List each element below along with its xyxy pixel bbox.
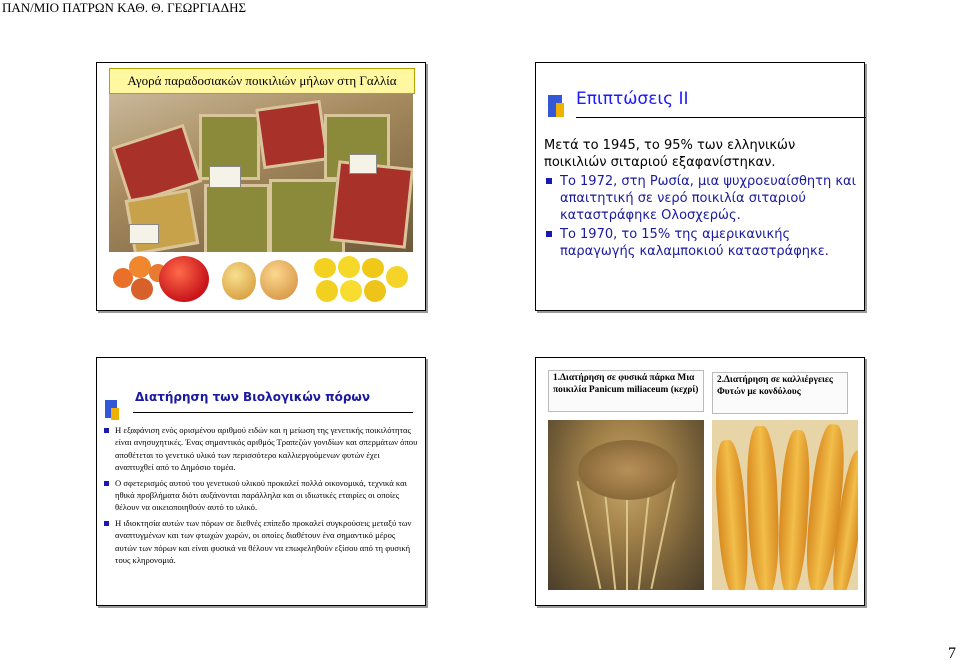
title-decoration-accent (111, 408, 119, 420)
list-item (101, 424, 419, 474)
title-underline (576, 117, 866, 118)
market-photo (109, 94, 413, 252)
title-underline (133, 412, 413, 413)
millet-photo (548, 420, 704, 590)
list-item-text: Το 1972, στη Ρωσία, μια ψυχροευαίσθητη και απαιτητική σε νερό ποικιλία σιταριού καταστράφηκε Ολοσχερώς. (560, 174, 856, 223)
tuber-photo (712, 420, 858, 590)
list-item (544, 173, 860, 224)
bullet-icon (104, 481, 109, 486)
slide-title-area (548, 89, 858, 129)
slide-title: Διατήρηση των Βιολογικών πόρων (135, 390, 371, 404)
list-item (101, 517, 419, 567)
bullet-icon (546, 231, 552, 237)
label-tuber-crops: 2.Διατήρηση σε καλλιέργειες Φυτών με κονδύλους (712, 372, 848, 414)
page-number: 7 (948, 645, 956, 662)
list-item (544, 226, 860, 260)
label-natural-parks: 1.Διατήρηση σε φυσικά πάρκα Μια ποικιλία Panicum miliaceum (κεχρί) (548, 370, 704, 412)
slide-conservation (96, 357, 426, 606)
slide-title: Αγορά παραδοσιακών ποικιλιών μήλων στη Γαλλία (109, 68, 415, 94)
slide-apple-market (96, 62, 426, 311)
list-item-text: Το 1970, το 15% της αμερικανικής παραγωγής καλαμποκιού καταστράφηκε. (560, 227, 829, 259)
slide-title-area (103, 384, 419, 424)
intro-text: Μετά το 1945, το 95% των ελληνικών ποικιλιών σιταριού εξαφανίστηκαν. (544, 138, 796, 170)
bullet-icon (104, 521, 109, 526)
list-item-text: Η ιδιοκτησία αυτών των πόρων σε διεθνές επίπεδο προκαλεί συγκρούσεις μεταξύ των αναπτυγμένων και των φτωχών χωρών, οι οποίες διαθέτουν ένα σημαντικό μέρος αυτών των πόρων και είναι φυσικά να θέλουν να επωφεληθούν εξίσου από τη φυσική τους κληρονομιά. (115, 517, 412, 566)
page-header: ΠΑΝ/ΜΙΟ ΠΑΤΡΩΝ ΚΑΘ. Θ. ΓΕΩΡΓΙΑΔΗΣ (2, 0, 247, 15)
slide-conservation-methods (535, 357, 865, 606)
slide-body (544, 137, 860, 260)
list-item-text: Η εξαφάνιση ενός ορισμένου αριθμού ειδών και η μείωση της γενετικής ποικιλότητας είναι ανησυχητικές. Ένας σημαντικός αριθμός Τραπεζών γονιδίων και σπερμάτων όπου αποθέτεται το γενετικό υλικό των περισσότερο καλλιεργούμενων φυτών έχει αναπτυχθεί από το Δημόσιο τομέα. (115, 425, 418, 473)
slide-body (101, 424, 419, 569)
title-decoration-accent (556, 103, 564, 117)
slide-impacts (535, 62, 865, 311)
bullet-icon (104, 428, 109, 433)
fruit-photos (109, 254, 413, 304)
list-item (101, 477, 419, 514)
list-item-text: Ο σφετερισμός αυτού του γενετικού υλικού προκαλεί πολλά οικονομικά, τεχνικά και ηθικά προβλήματα διότι αυξάνονται παράλληλα και οι ιδιωτικές εταιρίες οι οποίες θέλουν να οικειοποιηθούν αυτό το υλικό. (115, 477, 407, 513)
slide-title: Επιπτώσεις ΙΙ (576, 89, 689, 109)
bullet-icon (546, 178, 552, 184)
